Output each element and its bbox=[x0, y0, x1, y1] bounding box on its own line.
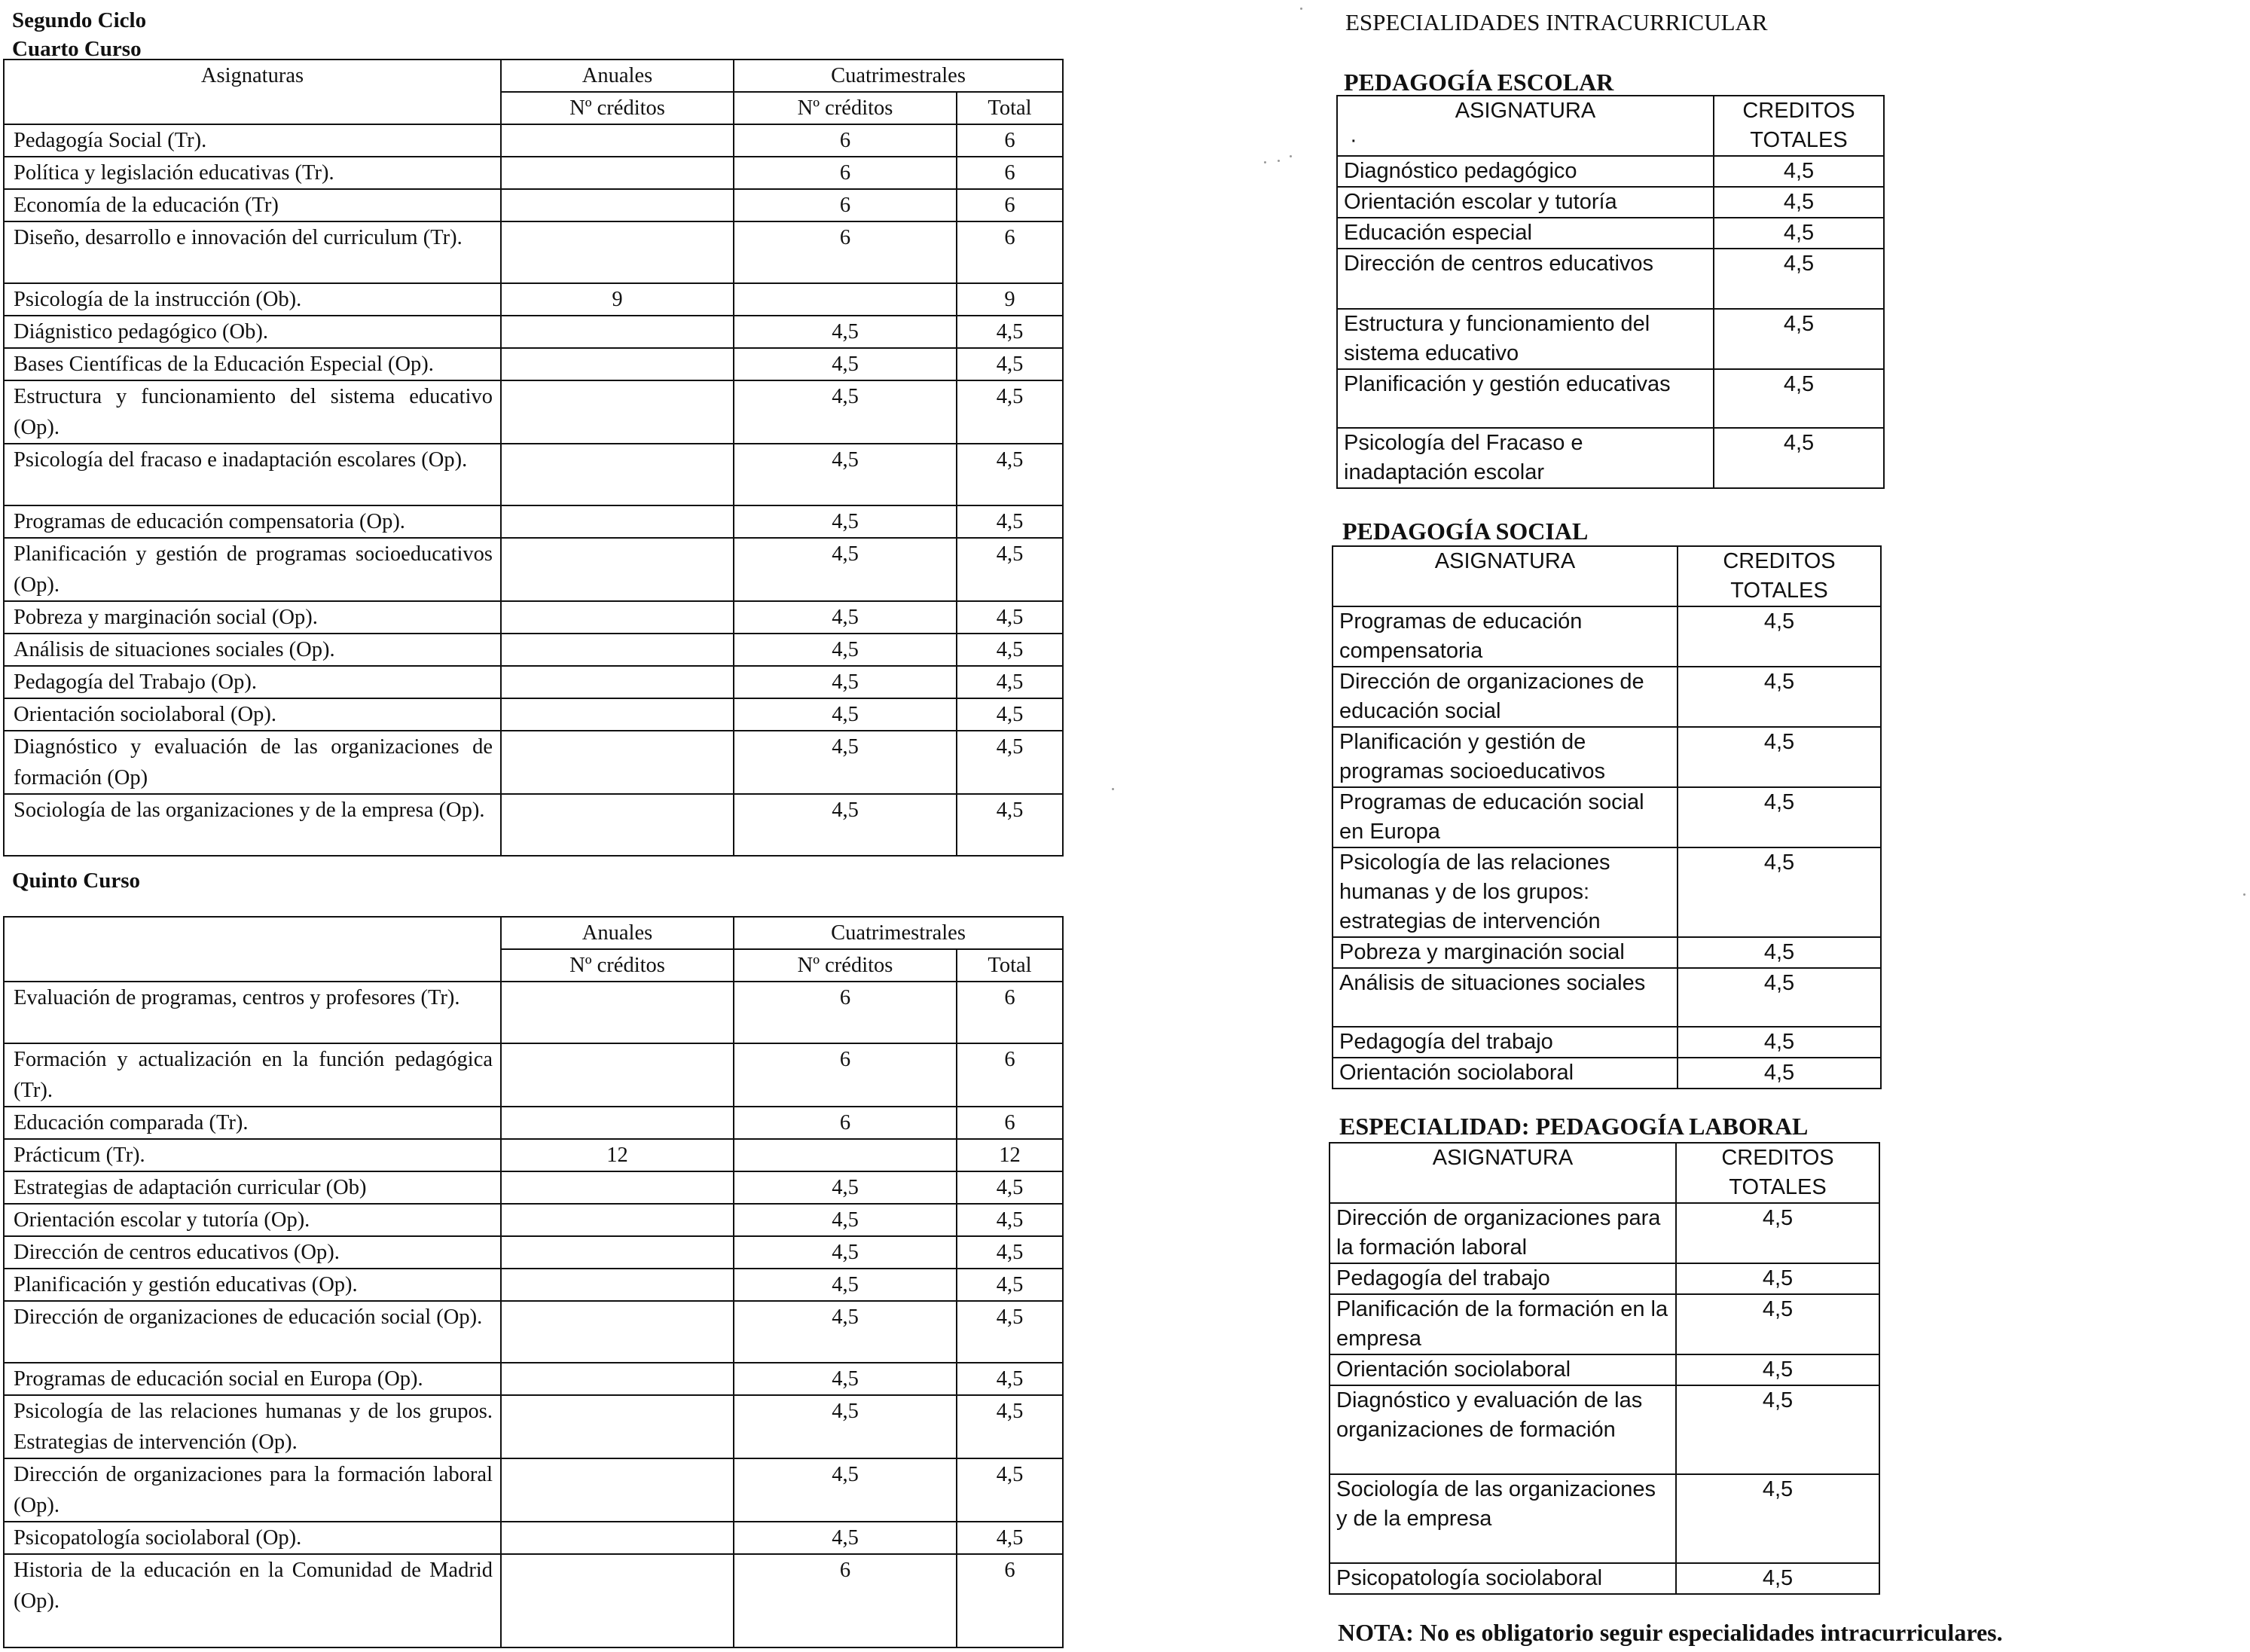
table-row bbox=[4, 1236, 1063, 1269]
cuatri-credits: 4,5 bbox=[734, 538, 957, 601]
total-credits: 4,5 bbox=[1676, 1203, 1879, 1263]
cuatri-credits: 4,5 bbox=[734, 348, 957, 380]
scan-speck bbox=[1290, 155, 1292, 157]
table-row bbox=[1337, 156, 1884, 187]
total-credits: 4,5 bbox=[957, 601, 1063, 634]
table-row bbox=[4, 1395, 1063, 1458]
subject-name: Dirección de centros educativos (Op). bbox=[4, 1236, 501, 1269]
table-row bbox=[1333, 727, 1881, 787]
table-row bbox=[1333, 1058, 1881, 1089]
quinto-curso-table bbox=[3, 916, 1064, 1648]
subject-name: Sociología de las organizaciones y de la empresa (Op). bbox=[4, 794, 501, 856]
total-credits: 4,5 bbox=[957, 698, 1063, 731]
total-credits: 4,5 bbox=[957, 1458, 1063, 1522]
total-credits: 4,5 bbox=[957, 348, 1063, 380]
cuatri-credits: 6 bbox=[734, 1043, 957, 1107]
total-credits: 4,5 bbox=[957, 1301, 1063, 1363]
total-credits: 12 bbox=[957, 1139, 1063, 1171]
cuatri-credits: 4,5 bbox=[734, 1269, 957, 1301]
total-credits: 4,5 bbox=[1678, 1027, 1881, 1058]
cuatri-credits: 4,5 bbox=[734, 1204, 957, 1236]
cuatri-credits: 4,5 bbox=[734, 731, 957, 794]
subject-name: Pedagogía Social (Tr). bbox=[4, 124, 501, 157]
total-credits: 6 bbox=[957, 221, 1063, 283]
table-row bbox=[4, 1204, 1063, 1236]
anual-credits bbox=[501, 1458, 734, 1522]
subject-name: Psicología de las relaciones humanas y de los grupos. Estrategias de intervención (Op). bbox=[4, 1395, 501, 1458]
total-credits: 4,5 bbox=[957, 1204, 1063, 1236]
table-row bbox=[4, 380, 1063, 444]
creditos-cuatri-header: Nº créditos bbox=[734, 949, 957, 982]
table-row bbox=[1333, 1027, 1881, 1058]
subjects-header bbox=[4, 917, 501, 982]
table-row bbox=[1330, 1203, 1879, 1263]
table-row bbox=[4, 634, 1063, 666]
anual-credits bbox=[501, 380, 734, 444]
anual-credits bbox=[501, 316, 734, 348]
total-credits: 4,5 bbox=[1678, 847, 1881, 937]
table-row bbox=[1330, 1385, 1879, 1474]
subject-name: Diagnóstico y evaluación de las organizaciones de formación bbox=[1330, 1385, 1676, 1474]
anuales-header: Anuales bbox=[501, 917, 734, 949]
subject-name: Psicología de la instrucción (Ob). bbox=[4, 283, 501, 316]
escolar-rows bbox=[1337, 156, 1884, 488]
subject-name: Planificación y gestión educativas bbox=[1337, 369, 1714, 428]
subject-name: Dirección de organizaciones de educación social (Op). bbox=[4, 1301, 501, 1363]
cuatri-credits: 6 bbox=[734, 124, 957, 157]
total-credits: 4,5 bbox=[957, 634, 1063, 666]
total-credits: 4,5 bbox=[957, 1171, 1063, 1204]
quinto-curso-rows bbox=[4, 982, 1063, 1647]
subject-name: Pobreza y marginación social (Op). bbox=[4, 601, 501, 634]
cuatri-credits: 4,5 bbox=[734, 601, 957, 634]
subject-name: Orientación sociolaboral bbox=[1330, 1354, 1676, 1385]
subject-name: Orientación escolar y tutoría (Op). bbox=[4, 1204, 501, 1236]
cuarto-curso-rows bbox=[4, 124, 1063, 856]
asignatura-header: ASIGNATURA bbox=[1333, 546, 1678, 606]
subject-name: Pedagogía del trabajo bbox=[1330, 1263, 1676, 1294]
creditos-header: CREDITOS TOTALES bbox=[1714, 96, 1884, 156]
table-row bbox=[4, 1269, 1063, 1301]
total-credits: 6 bbox=[957, 157, 1063, 189]
subject-name: Estructura y funcionamiento del sistema educativo (Op). bbox=[4, 380, 501, 444]
total-credits: 4,5 bbox=[1676, 1474, 1879, 1563]
table-row bbox=[4, 794, 1063, 856]
subject-name: Planificación y gestión de programas socioeducativos (Op). bbox=[4, 538, 501, 601]
total-credits: 6 bbox=[957, 1043, 1063, 1107]
table-row bbox=[4, 283, 1063, 316]
anual-credits bbox=[501, 1171, 734, 1204]
subject-name: Análisis de situaciones sociales (Op). bbox=[4, 634, 501, 666]
scan-speck bbox=[1300, 8, 1302, 10]
anual-credits bbox=[501, 124, 734, 157]
table-row bbox=[4, 982, 1063, 1043]
subject-name: Planificación de la formación en la empresa bbox=[1330, 1294, 1676, 1354]
anual-credits bbox=[501, 348, 734, 380]
creditos-anuales-header: Nº créditos bbox=[501, 92, 734, 124]
subject-name: Evaluación de programas, centros y profesores (Tr). bbox=[4, 982, 501, 1043]
table-row bbox=[1330, 1294, 1879, 1354]
total-credits: 4,5 bbox=[1678, 937, 1881, 968]
subject-name: Economía de la educación (Tr) bbox=[4, 189, 501, 221]
cuatri-credits: 4,5 bbox=[734, 698, 957, 731]
table-row bbox=[1333, 937, 1881, 968]
laboral-table bbox=[1329, 1142, 1880, 1595]
total-credits: 6 bbox=[957, 1554, 1063, 1647]
anual-credits bbox=[501, 982, 734, 1043]
table-row bbox=[4, 444, 1063, 505]
table-row bbox=[1333, 667, 1881, 727]
total-credits: 6 bbox=[957, 189, 1063, 221]
total-credits: 6 bbox=[957, 124, 1063, 157]
anual-credits bbox=[501, 1301, 734, 1363]
cuatri-credits bbox=[734, 283, 957, 316]
subject-name: Política y legislación educativas (Tr). bbox=[4, 157, 501, 189]
table-row bbox=[1333, 606, 1881, 667]
total-credits: 4,5 bbox=[1714, 218, 1884, 249]
anual-credits bbox=[501, 505, 734, 538]
total-credits: 4,5 bbox=[957, 1236, 1063, 1269]
subject-name: Diagnóstico y evaluación de las organizaciones de formación (Op) bbox=[4, 731, 501, 794]
total-credits: 4,5 bbox=[1678, 667, 1881, 727]
total-credits: 4,5 bbox=[1678, 606, 1881, 667]
social-heading: PEDAGOGÍA SOCIAL bbox=[1342, 518, 1589, 545]
total-credits: 4,5 bbox=[957, 666, 1063, 698]
cuatri-credits: 6 bbox=[734, 157, 957, 189]
cuatri-credits: 4,5 bbox=[734, 505, 957, 538]
subject-name: Programas de educación social en Europa bbox=[1333, 787, 1678, 847]
table-row bbox=[1337, 309, 1884, 369]
subject-name: Estructura y funcionamiento del sistema educativo bbox=[1337, 309, 1714, 369]
subject-name: Planificación y gestión de programas socioeducativos bbox=[1333, 727, 1678, 787]
total-header: Total bbox=[957, 949, 1063, 982]
table-row bbox=[1337, 428, 1884, 488]
subject-name: Pedagogía del trabajo bbox=[1333, 1027, 1678, 1058]
total-credits: 4,5 bbox=[1714, 428, 1884, 488]
total-credits: 4,5 bbox=[957, 731, 1063, 794]
scan-speck bbox=[1264, 161, 1266, 163]
anual-credits bbox=[501, 157, 734, 189]
subject-name: Formación y actualización en la función pedagógica (Tr). bbox=[4, 1043, 501, 1107]
creditos-cuatri-header: Nº créditos bbox=[734, 92, 957, 124]
table-row bbox=[4, 1139, 1063, 1171]
creditos-anuales-header: Nº créditos bbox=[501, 949, 734, 982]
cuatri-credits: 4,5 bbox=[734, 794, 957, 856]
cuatri-credits: 6 bbox=[734, 221, 957, 283]
table-row bbox=[4, 1107, 1063, 1139]
cuatri-credits: 4,5 bbox=[734, 1236, 957, 1269]
subject-name: Educación especial bbox=[1337, 218, 1714, 249]
table-row bbox=[4, 221, 1063, 283]
table-row bbox=[4, 1458, 1063, 1522]
cuatri-credits: 4,5 bbox=[734, 380, 957, 444]
subject-name: Psicología del fracaso e inadaptación escolares (Op). bbox=[4, 444, 501, 505]
subject-name: Análisis de situaciones sociales bbox=[1333, 968, 1678, 1027]
escolar-heading: PEDAGOGÍA ESCOLAR bbox=[1344, 69, 1614, 96]
table-row bbox=[1337, 187, 1884, 218]
asignatura-header-label: ASIGNATURA bbox=[1455, 99, 1596, 123]
creditos-header: CREDITOS TOTALES bbox=[1678, 546, 1881, 606]
anuales-header: Anuales bbox=[501, 60, 734, 92]
subject-name: Pobreza y marginación social bbox=[1333, 937, 1678, 968]
total-credits: 4,5 bbox=[957, 316, 1063, 348]
subject-name: Programas de educación social en Europa (Op). bbox=[4, 1363, 501, 1395]
subject-name: Planificación y gestión educativas (Op). bbox=[4, 1269, 501, 1301]
table-row bbox=[4, 538, 1063, 601]
anual-credits bbox=[501, 794, 734, 856]
laboral-heading: ESPECIALIDAD: PEDAGOGÍA LABORAL bbox=[1339, 1113, 1809, 1140]
total-credits: 4,5 bbox=[957, 1522, 1063, 1554]
total-credits: 4,5 bbox=[957, 538, 1063, 601]
anual-credits bbox=[501, 1395, 734, 1458]
total-credits: 4,5 bbox=[957, 1363, 1063, 1395]
cuatrimestrales-header: Cuatrimestrales bbox=[734, 917, 1063, 949]
total-credits: 4,5 bbox=[957, 444, 1063, 505]
anual-credits bbox=[501, 634, 734, 666]
cuarto-curso-table bbox=[3, 59, 1064, 857]
cuatri-credits: 4,5 bbox=[734, 444, 957, 505]
anual-credits bbox=[501, 1363, 734, 1395]
cuatri-credits: 6 bbox=[734, 1554, 957, 1647]
anual-credits bbox=[501, 731, 734, 794]
subject-name: Orientación sociolaboral bbox=[1333, 1058, 1678, 1089]
table-row bbox=[4, 124, 1063, 157]
nota-text: NOTA: No es obligatorio seguir especialidades intracurriculares. bbox=[1338, 1619, 2003, 1646]
anual-credits bbox=[501, 1522, 734, 1554]
table-row bbox=[4, 1554, 1063, 1647]
table-row bbox=[4, 505, 1063, 538]
asignatura-header: ASIGNATURA bbox=[1330, 1143, 1676, 1203]
table-row bbox=[1333, 847, 1881, 937]
table-row bbox=[1333, 787, 1881, 847]
table-row bbox=[1333, 968, 1881, 1027]
anual-credits bbox=[501, 1204, 734, 1236]
cuatri-credits: 4,5 bbox=[734, 1395, 957, 1458]
total-credits: 4,5 bbox=[1714, 369, 1884, 428]
scan-speck bbox=[1278, 160, 1280, 162]
table-row bbox=[1330, 1263, 1879, 1294]
subject-name: Orientación sociolaboral (Op). bbox=[4, 698, 501, 731]
anual-credits bbox=[501, 444, 734, 505]
cuatri-credits: 6 bbox=[734, 982, 957, 1043]
cuatri-credits: 4,5 bbox=[734, 1458, 957, 1522]
table-row bbox=[4, 189, 1063, 221]
table-row bbox=[1330, 1474, 1879, 1563]
subject-name: Programas de educación compensatoria (Op). bbox=[4, 505, 501, 538]
anual-credits bbox=[501, 221, 734, 283]
subject-name: Diágnistico pedagógico (Ob). bbox=[4, 316, 501, 348]
subject-name: Pedagogía del Trabajo (Op). bbox=[4, 666, 501, 698]
total-credits: 4,5 bbox=[1714, 187, 1884, 218]
subject-name: Estrategias de adaptación curricular (Ob) bbox=[4, 1171, 501, 1204]
total-credits: 4,5 bbox=[1714, 309, 1884, 369]
anual-credits bbox=[501, 538, 734, 601]
anual-credits bbox=[501, 1043, 734, 1107]
cuatri-credits: 4,5 bbox=[734, 1522, 957, 1554]
anual-credits bbox=[501, 1269, 734, 1301]
table-row bbox=[4, 1301, 1063, 1363]
anual-credits bbox=[501, 666, 734, 698]
total-credits: 4,5 bbox=[957, 794, 1063, 856]
subject-name: Dirección de organizaciones para la formación laboral (Op). bbox=[4, 1458, 501, 1522]
subject-name: Psicología del Fracaso e inadaptación escolar bbox=[1337, 428, 1714, 488]
cuatri-credits: 4,5 bbox=[734, 634, 957, 666]
cuatri-credits: 4,5 bbox=[734, 1301, 957, 1363]
subject-name: Orientación escolar y tutoría bbox=[1337, 187, 1714, 218]
table-row bbox=[4, 666, 1063, 698]
total-credits: 4,5 bbox=[1676, 1354, 1879, 1385]
subject-name: Historia de la educación en la Comunidad de Madrid (Op). bbox=[4, 1554, 501, 1647]
asignatura-header bbox=[1337, 96, 1714, 156]
total-credits: 4,5 bbox=[1678, 727, 1881, 787]
cuatri-credits: 4,5 bbox=[734, 666, 957, 698]
table-row bbox=[4, 698, 1063, 731]
anual-credits bbox=[501, 601, 734, 634]
anual-credits bbox=[501, 1554, 734, 1647]
cuarto-curso-heading: Cuarto Curso bbox=[12, 37, 142, 61]
total-credits: 4,5 bbox=[1678, 787, 1881, 847]
social-rows bbox=[1333, 606, 1881, 1089]
anual-credits: 9 bbox=[501, 283, 734, 316]
total-credits: 6 bbox=[957, 982, 1063, 1043]
ciclo-heading: Segundo Ciclo bbox=[12, 8, 147, 32]
cuatrimestrales-header: Cuatrimestrales bbox=[734, 60, 1063, 92]
subject-name: Prácticum (Tr). bbox=[4, 1139, 501, 1171]
total-credits: 4,5 bbox=[957, 1269, 1063, 1301]
cuatri-credits: 6 bbox=[734, 189, 957, 221]
anual-credits bbox=[501, 698, 734, 731]
creditos-header: CREDITOS TOTALES bbox=[1676, 1143, 1879, 1203]
cuatri-credits bbox=[734, 1139, 957, 1171]
anual-credits bbox=[501, 189, 734, 221]
subjects-header: Asignaturas bbox=[4, 60, 501, 124]
total-credits: 4,5 bbox=[1714, 156, 1884, 187]
table-row bbox=[4, 1522, 1063, 1554]
table-row bbox=[1337, 218, 1884, 249]
table-row bbox=[4, 731, 1063, 794]
subject-name: Bases Científicas de la Educación Especial (Op). bbox=[4, 348, 501, 380]
subject-name: Dirección de organizaciones para la formación laboral bbox=[1330, 1203, 1676, 1263]
quinto-curso-heading: Quinto Curso bbox=[12, 869, 141, 893]
subject-name: Diseño, desarrollo e innovación del curriculum (Tr). bbox=[4, 221, 501, 283]
total-credits: 4,5 bbox=[1678, 1058, 1881, 1089]
total-credits: 4,5 bbox=[957, 1395, 1063, 1458]
table-row bbox=[4, 601, 1063, 634]
total-credits: 4,5 bbox=[1676, 1563, 1879, 1594]
total-credits: 6 bbox=[957, 1107, 1063, 1139]
total-header: Total bbox=[957, 92, 1063, 124]
total-credits: 4,5 bbox=[1714, 249, 1884, 309]
subject-name: Psicopatología sociolaboral (Op). bbox=[4, 1522, 501, 1554]
total-credits: 4,5 bbox=[1676, 1385, 1879, 1474]
subject-name: Educación comparada (Tr). bbox=[4, 1107, 501, 1139]
subject-name: Dirección de organizaciones de educación social bbox=[1333, 667, 1678, 727]
total-credits: 9 bbox=[957, 283, 1063, 316]
table-row bbox=[4, 157, 1063, 189]
total-credits: 4,5 bbox=[1678, 968, 1881, 1027]
subject-name: Psicopatología sociolaboral bbox=[1330, 1563, 1676, 1594]
table-row bbox=[4, 1171, 1063, 1204]
anual-credits bbox=[501, 1236, 734, 1269]
table-row bbox=[1337, 369, 1884, 428]
subject-name: Dirección de centros educativos bbox=[1337, 249, 1714, 309]
subject-name: Programas de educación compensatoria bbox=[1333, 606, 1678, 667]
table-row bbox=[4, 1043, 1063, 1107]
total-credits: 4,5 bbox=[1676, 1294, 1879, 1354]
total-credits: 4,5 bbox=[957, 505, 1063, 538]
table-row bbox=[4, 316, 1063, 348]
especialidades-title: ESPECIALIDADES INTRACURRICULAR bbox=[1345, 9, 1768, 35]
subject-name: Sociología de las organizaciones y de la empresa bbox=[1330, 1474, 1676, 1563]
subject-name: Psicología de las relaciones humanas y de los grupos: estrategias de intervención bbox=[1333, 847, 1678, 937]
table-row bbox=[4, 1363, 1063, 1395]
scan-speck bbox=[2243, 893, 2245, 896]
escolar-table bbox=[1336, 95, 1885, 489]
table-row bbox=[1330, 1354, 1879, 1385]
anual-credits bbox=[501, 1107, 734, 1139]
cuatri-credits: 6 bbox=[734, 1107, 957, 1139]
table-row bbox=[1330, 1563, 1879, 1594]
laboral-rows bbox=[1330, 1203, 1879, 1594]
subject-name: Diagnóstico pedagógico bbox=[1337, 156, 1714, 187]
anual-credits: 12 bbox=[501, 1139, 734, 1171]
cuatri-credits: 4,5 bbox=[734, 316, 957, 348]
header-mark: · bbox=[1350, 128, 1357, 152]
total-credits: 4,5 bbox=[1676, 1263, 1879, 1294]
table-row bbox=[4, 348, 1063, 380]
table-row bbox=[1337, 249, 1884, 309]
scan-speck bbox=[1112, 788, 1114, 790]
cuatri-credits: 4,5 bbox=[734, 1171, 957, 1204]
social-table bbox=[1332, 545, 1882, 1089]
cuatri-credits: 4,5 bbox=[734, 1363, 957, 1395]
total-credits: 4,5 bbox=[957, 380, 1063, 444]
